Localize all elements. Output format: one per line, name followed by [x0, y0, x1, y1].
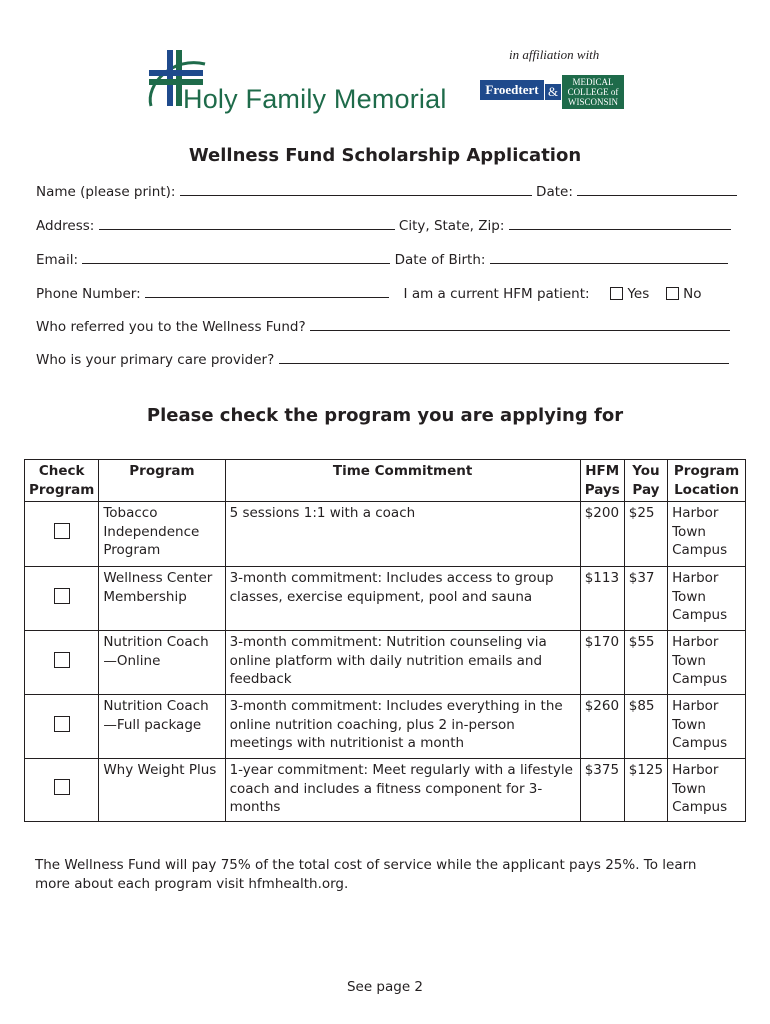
footer-note: The Wellness Fund will pay 75% of the total cost of service while the applicant pays 25%. To learn more about each program visit hfmhealth.org.: [35, 857, 697, 892]
program-checkbox-cell: [25, 695, 99, 759]
program-checkbox[interactable]: [54, 523, 70, 539]
referred-row: [36, 318, 730, 335]
name-field[interactable]: [180, 183, 532, 196]
hfm-pays: $200: [580, 502, 624, 567]
email-row: [36, 251, 728, 268]
time-commitment: 3-month commitment: Includes everything in the online nutrition coaching, plus 2 in-person meetings with nutritionist a month: [225, 695, 580, 759]
dob-field[interactable]: [490, 251, 728, 264]
city-state-zip-field[interactable]: [509, 217, 731, 230]
table-row: [25, 759, 746, 822]
hfm-pays: $375: [580, 759, 624, 822]
col-header-location: Program Location: [668, 460, 746, 502]
program-table: [24, 459, 746, 822]
table-row: [25, 502, 746, 567]
program-checkbox-cell: [25, 502, 99, 567]
froedtert-logo: Froedtert: [480, 80, 544, 100]
table-row: [25, 695, 746, 759]
program-location: Harbor Town Campus: [668, 567, 746, 631]
name-row: [36, 183, 737, 200]
program-name: Wellness Center Membership: [99, 567, 225, 631]
hfm-pays: $113: [580, 567, 624, 631]
program-checkbox-cell: [25, 567, 99, 631]
referred-field[interactable]: [310, 318, 730, 331]
col-header-you-pay: You Pay: [624, 460, 667, 502]
program-name: Nutrition Coach—Online: [99, 631, 225, 695]
program-name: Tobacco Independence Program: [99, 502, 225, 567]
phone-label: Phone Number:: [36, 286, 141, 302]
phone-row: [36, 285, 701, 302]
program-section-heading: Please check the program you are applying for: [146, 405, 624, 426]
name-label: Name (please print):: [36, 184, 176, 200]
address-field[interactable]: [99, 217, 395, 230]
address-label: Address:: [36, 218, 95, 234]
table-row: [25, 567, 746, 631]
program-checkbox[interactable]: [54, 652, 70, 668]
program-checkbox-cell: [25, 631, 99, 695]
primary-care-field[interactable]: [279, 351, 729, 364]
col-header-hfm-pays: HFM Pays: [580, 460, 624, 502]
you-pay: $125: [624, 759, 667, 822]
program-checkbox[interactable]: [54, 779, 70, 795]
program-name: Nutrition Coach—Full package: [99, 695, 225, 759]
city-state-zip-label: City, State, Zip:: [398, 218, 505, 234]
col-header-check: Check Program: [25, 460, 99, 502]
table-row: [25, 631, 746, 695]
time-commitment: 1-year commitment: Meet regularly with a lifestyle coach and includes a fitness component for 3-months: [225, 759, 580, 822]
medical-college-wisconsin-logo: [562, 75, 624, 109]
date-field[interactable]: [577, 183, 737, 196]
you-pay: $55: [624, 631, 667, 695]
affiliation-text: in affiliation with: [509, 47, 600, 62]
time-commitment: 5 sessions 1:1 with a coach: [225, 502, 580, 567]
primary-care-row: [36, 351, 729, 368]
program-name: Why Weight Plus: [99, 759, 225, 822]
current-patient-label: I am a current HFM patient:: [403, 286, 590, 302]
page-reference: See page 2: [346, 979, 424, 995]
phone-field[interactable]: [145, 285, 389, 298]
program-checkbox-cell: [25, 759, 99, 822]
program-location: Harbor Town Campus: [668, 631, 746, 695]
mcw-line-3: WISCONSIN: [567, 97, 618, 107]
patient-yes-checkbox[interactable]: [610, 287, 623, 300]
program-location: Harbor Town Campus: [668, 759, 746, 822]
you-pay: $37: [624, 567, 667, 631]
primary-care-label: Who is your primary care provider?: [36, 352, 275, 368]
address-row: [36, 217, 731, 234]
hfm-pays: $260: [580, 695, 624, 759]
time-commitment: 3-month commitment: Includes access to group classes, exercise equipment, pool and sauna: [225, 567, 580, 631]
dob-label: Date of Birth:: [394, 252, 486, 268]
no-label: No: [683, 286, 702, 302]
mcw-line-1: MEDICAL: [572, 77, 614, 87]
yes-label: Yes: [627, 286, 650, 302]
hospital-name-logo: Holy Family Memorial: [183, 84, 447, 114]
you-pay: $25: [624, 502, 667, 567]
time-commitment: 3-month commitment: Nutrition counseling via online platform with daily nutrition emails and feedback: [225, 631, 580, 695]
program-location: Harbor Town Campus: [668, 695, 746, 759]
email-field[interactable]: [82, 251, 390, 264]
email-label: Email:: [36, 252, 79, 268]
program-checkbox[interactable]: [54, 716, 70, 732]
table-header-row: [25, 460, 746, 502]
referred-label: Who referred you to the Wellness Fund?: [36, 319, 306, 335]
patient-no-checkbox[interactable]: [666, 287, 679, 300]
you-pay: $85: [624, 695, 667, 759]
program-location: Harbor Town Campus: [668, 502, 746, 567]
col-header-time: Time Commitment: [225, 460, 580, 502]
partner-ampersand: &: [545, 84, 561, 100]
form-title: Wellness Fund Scholarship Application: [188, 145, 582, 166]
program-checkbox[interactable]: [54, 588, 70, 604]
mcw-line-2: COLLEGE of: [567, 87, 619, 97]
col-header-program: Program: [99, 460, 225, 502]
date-label: Date:: [536, 184, 573, 200]
hfm-pays: $170: [580, 631, 624, 695]
